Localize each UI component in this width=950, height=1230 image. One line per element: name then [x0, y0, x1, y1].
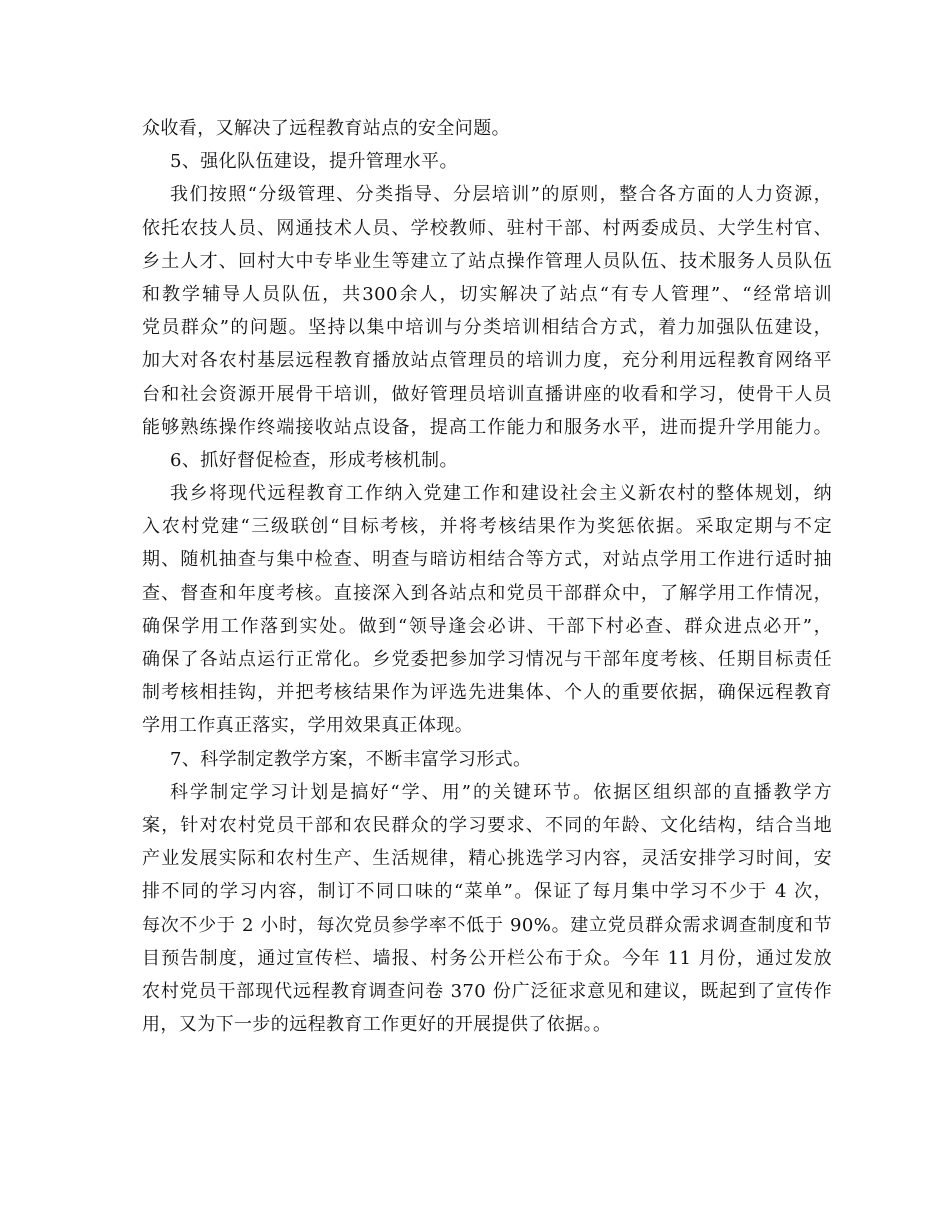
paragraph-line: 我们按照“分级管理、分类指导、分层培训”的原则，整合各方面的人力资源， — [170, 184, 832, 206]
paragraph-line: 确保了各站点运行正常化。乡党委把参加学习情况与干部年度考核、任期目标责任 — [142, 649, 832, 670]
paragraph-line: 农村党员干部现代远程教育调查问卷 370 份广泛征求意见和建议，既起到了宣传作 — [142, 980, 832, 1002]
paragraph-line: 和教学辅导人员队伍，共300余人，切实解决了站点“有专人管理”、“经常培训 — [142, 283, 832, 305]
paragraph-line: 用，又为下一步的远程教育工作更好的开展提供了依据。。 — [142, 1014, 612, 1036]
paragraph-line: 每次不少于 2 小时，每次党员参学率不低于 90%。建立党员群众需求调查制度和节 — [142, 914, 832, 936]
paragraph-line: 乡土人才、回村大中专毕业生等建立了站点操作管理人员队伍、技术服务人员队伍 — [142, 250, 832, 272]
paragraph-line: 制考核相挂钩，并把考核结果作为评选先进集体、个人的重要依据，确保远程教育 — [142, 682, 832, 704]
paragraph-line: 查、督查和年度考核。直接深入到各站点和党员干部群众中，了解学用工作情况， — [142, 582, 832, 604]
paragraph-line: 产业发展实际和农村生产、生活规律，精心挑选学习内容，灵活安排学习时间，安 — [142, 848, 832, 870]
paragraph-line: 台和社会资源开展骨干培训，做好管理员培训直播讲座的收看和学习，使骨干人员 — [142, 383, 832, 405]
document-body — [142, 112, 832, 1041]
paragraph-line: 期、随机抽查与集中检查、明查与暗访相结合等方式，对站点学用工作进行适时抽 — [142, 549, 832, 571]
paragraph-line: 依托农技人员、网通技术人员、学校教师、驻村干部、村两委成员、大学生村官、 — [142, 217, 832, 239]
paragraph-line: 入农村党建“三级联创“目标考核，并将考核结果作为奖惩依据。采取定期与不定 — [142, 516, 832, 538]
paragraph-line: 党员群众”的问题。坚持以集中培训与分类培训相结合方式，着力加强队伍建设， — [142, 317, 832, 339]
paragraph-line: 我乡将现代远程教育工作纳入党建工作和建设社会主义新农村的整体规划，纳 — [170, 483, 832, 505]
section-heading: 5、强化队伍建设，提升管理水平。 — [170, 151, 458, 173]
paragraph-line: 能够熟练操作终端接收站点设备，提高工作能力和服务水平，进而提升学用能力。 — [142, 416, 832, 438]
paragraph-line: 学用工作真正落实，学用效果真正体现。 — [142, 715, 474, 737]
paragraph-line: 排不同的学习内容，制订不同口味的“菜单”。保证了每月集中学习不少于 4 次， — [142, 881, 832, 903]
section-heading: 6、抓好督促检查，形成考核机制。 — [170, 449, 458, 471]
paragraph-line: 科学制定学习计划是搞好“学、用”的关键环节。依据区组织部的直播教学方 — [170, 781, 832, 803]
section-heading: 7、科学制定教学方案，不断丰富学习形式。 — [170, 748, 532, 770]
paragraph-line: 确保学用工作落到实处。做到“领导逢会必讲、干部下村必查、群众进点必开”， — [142, 615, 832, 637]
paragraph-line: 目预告制度，通过宣传栏、墙报、村务公开栏公布于众。今年 11 月份，通过发放 — [142, 947, 832, 969]
paragraph-line: 加大对各农村基层远程教育播放站点管理员的培训力度，充分利用远程教育网络平 — [142, 350, 832, 372]
paragraph-line: 众收看，又解决了远程教育站点的安全问题。 — [142, 118, 510, 139]
paragraph-line: 案，针对农村党员干部和农民群众的学习要求、不同的年龄、文化结构，结合当地 — [142, 814, 832, 836]
